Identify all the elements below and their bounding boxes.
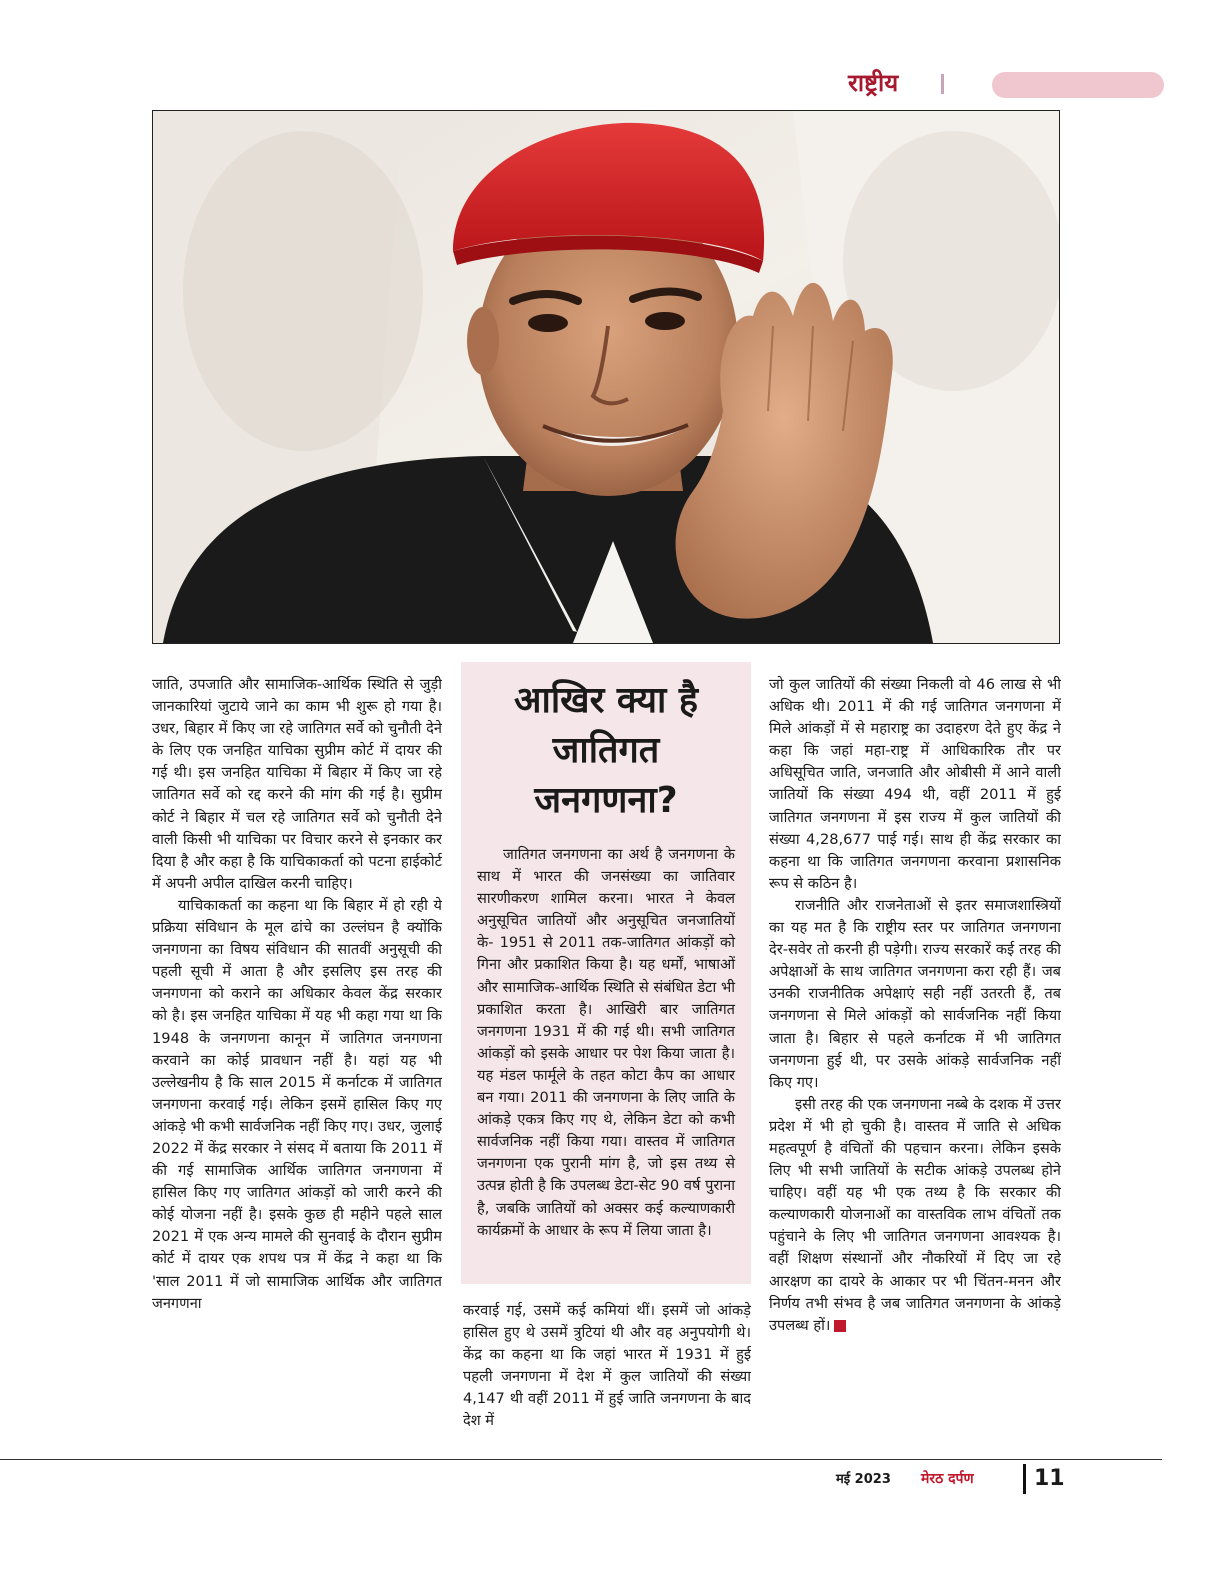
lead-photo (152, 110, 1060, 644)
explainer-box (461, 662, 751, 1284)
paragraph: करवाई गई, उसमें कई कमियां थीं। इसमें जो आंकड़े हासिल हुए थे उसमें त्रुटियां थी और वह अनुपयोगी थे। केंद्र का कहना था कि जहां भारत में 1931 में हुई पहली जनगणना में देश में कुल जातियों की संख्या 4,147 थी वहीं 2011 में हुई जाति जनगणना के बाद देश में (463, 1302, 751, 1430)
paragraph-last (769, 1094, 1061, 1337)
end-mark-icon (834, 1320, 846, 1332)
page-number: 11 (1034, 1466, 1065, 1491)
paragraph: याचिकाकर्ता का कहना था कि बिहार में हो रही ये प्रक्रिया संविधान के मूल ढांचे का उल्लंघन है क्योंकि जनगणना का विषय संविधान की सातवीं अनुसूची की पहली सूची में आता है और इसलिए इस तरह की जनगणना को कराने का अधिकार केवल केंद्र सरकार को है। इस जनहित याचिका में यह भी कहा गया था कि 1948 के जनगणना कानून में जातिगत जनगणना करवाने का कोई प्रावधान नहीं है। यहां यह भी उल्लेखनीय है कि साल 2015 में कर्नाटक में जातिगत जनगणना करवाई गई। लेकिन इसमें हासिल किए गए आंकड़े भी कभी सार्वजनिक नहीं किए गए। उधर, जुलाई 2022 में केंद्र सरकार ने संसद में बताया कि 2011 में की गई सामाजिक आर्थिक जातिगत जनगणना में हासिल किए गए जातिगत आंकड़ों को जारी करने की कोई योजना नहीं है। इसके कुछ ही महीने पहले साल 2021 में एक अन्य मामले की सुनवाई के दौरान सुप्रीम कोर्ट में दायर एक शपथ पत्र में केंद्र ने कहा था कि 'साल 2011 में जो सामाजिक आर्थिक और जातिगत जनगणना (152, 896, 442, 1312)
article-column-right (769, 674, 1061, 1444)
section-label: राष्ट्रीय (848, 68, 899, 97)
magazine-logo: मेरठ दर्पण (921, 1471, 974, 1487)
explainer-title-line2: जातिगत जनगणना? (534, 730, 678, 821)
footer-rule (0, 1459, 1162, 1460)
section-divider (941, 74, 944, 94)
paragraph: जाति, उपजाति और सामाजिक-आर्थिक स्थिति से जुड़ी जानकारियां जुटाये जाने का काम भी शुरू हो गया है। उधर, बिहार में किए जा रहे जातिगत सर्वे को चुनौती देने के लिए एक जनहित याचिका सुप्रीम कोर्ट में दायर की गई थी। इस जनहित याचिका में बिहार में किए जा रहे जातिगत सर्वे को रद्द करने की मांग की गई है। सुप्रीम कोर्ट ने बिहार में चल रहे जातिगत सर्वे को चुनौती देने वाली किसी भी याचिका पर विचार करने से इनकार कर दिया है और कहा है कि याचिकाकर्ता को पटना हाईकोर्ट में अपनी अपील दाखिल करनी चाहिए। (152, 676, 442, 892)
issue-date: मई 2023 (836, 1472, 891, 1487)
explainer-title-line1: आखिर क्या है (514, 680, 698, 721)
footer-divider (1023, 1464, 1026, 1494)
paragraph: राजनीति और राजनेताओं से इतर समाजशास्त्रियों का यह मत है कि राष्ट्रीय स्तर पर जातिगत जनगणना देर-सवेर तो करनी ही पड़ेगी। राज्य सरकारें कई तरह की अपेक्षाओं के साथ जातिगत जनगणना करा रही हैं। जब उनकी राजनीतिक अपेक्षाएं सही नहीं उतरती हैं, तब जनगणना से मिले आंकड़ों को सार्वजनिक नहीं किया जाता है। बिहार से पहले कर्नाटक में भी जातिगत जनगणना हुई थी, पर उसके आंकड़े सार्वजनिक नहीं किए गए। (769, 896, 1061, 1091)
explainer-title (477, 676, 735, 826)
article-column-middle (463, 1300, 751, 1444)
explainer-body: जातिगत जनगणना का अर्थ है जनगणना के साथ में भारत की जनसंख्या का जातिवार सारणीकरण शामिल करना। भारत ने केवल अनुसूचित जातियों और अनुसूचित जनजातियों के- 1951 से 2011 तक-जातिगत आंकड़ों को गिना और प्रकाशित किया है। यह धर्मों, भाषाओं और सामाजिक-आर्थिक स्थिति से संबंधित डेटा भी प्रकाशित करता है। आखिरी बार जातिगत जनगणना 1931 में की गई थी। सभी जातिगत आंकड़ों को इसके आधार पर पेश किया जाता है। यह मंडल फार्मूले के तहत कोटा कैप का आधार बन गया। 2011 की जनगणना के लिए जाति के आंकड़े एकत्र किए गए थे, लेकिन डेटा को कभी सार्वजनिक नहीं किया गया। वास्तव में जातिगत जनगणना एक पुरानी मांग है, जो इस तथ्य से उत्पन्न होती है कि उपलब्ध डेटा-सेट 90 वर्ष पुराना है, जबकि जातियों को अक्सर कई कल्याणकारी कार्यक्रमों के आधार के रूप में लिया जाता है। (477, 846, 735, 1239)
article-column-left (152, 674, 442, 1444)
lead-photo-illustration (153, 111, 1059, 643)
paragraph: जो कुल जातियों की संख्या निकली वो 46 लाख से भी अधिक थी। 2011 में की गई जातिगत जनगणना में मिले आंकड़ों में से महाराष्ट्र का उदाहरण देते हुए केंद्र ने कहा कि जहां महा-राष्ट्र में आधिकारिक तौर पर अधिसूचित जाति, जनजाति और ओबीसी में आने वाली जातियों कि संख्या 494 थी, वहीं 2011 में हुई जातिगत जनगणना में इस राज्य में कुल जातियों की संख्या 4,28,677 पाई गई। साथ ही केंद्र सरकार का कहना था कि जातिगत जनगणना करवाना प्रशासनिक रूप से कठिन है। (769, 676, 1061, 892)
section-pill (992, 72, 1164, 98)
paragraph-text: इसी तरह की एक जनगणना नब्बे के दशक में उत्तर प्रदेश में भी हो चुकी है। वास्तव में जाति से अधिक महत्वपूर्ण है वंचितों की पहचान करना। लेकिन इसके लिए भी सभी जातियों के सटीक आंकड़े उपलब्ध होने चाहिए। वहीं यह भी एक तथ्य है कि सरकार की कल्याणकारी योजनाओं का वास्तविक लाभ वंचितों तक पहुंचाने के लिए भी जातिगत जनगणना आवश्यक है। वहीं शिक्षण संस्थानों और नौकरियों में दिए जा रहे आरक्षण का दायरे के आकार पर भी चिंतन-मनन और निर्णय तभी संभव है जब जातिगत जनगणना के आंकड़े उपलब्ध हों। (769, 1095, 1061, 1334)
